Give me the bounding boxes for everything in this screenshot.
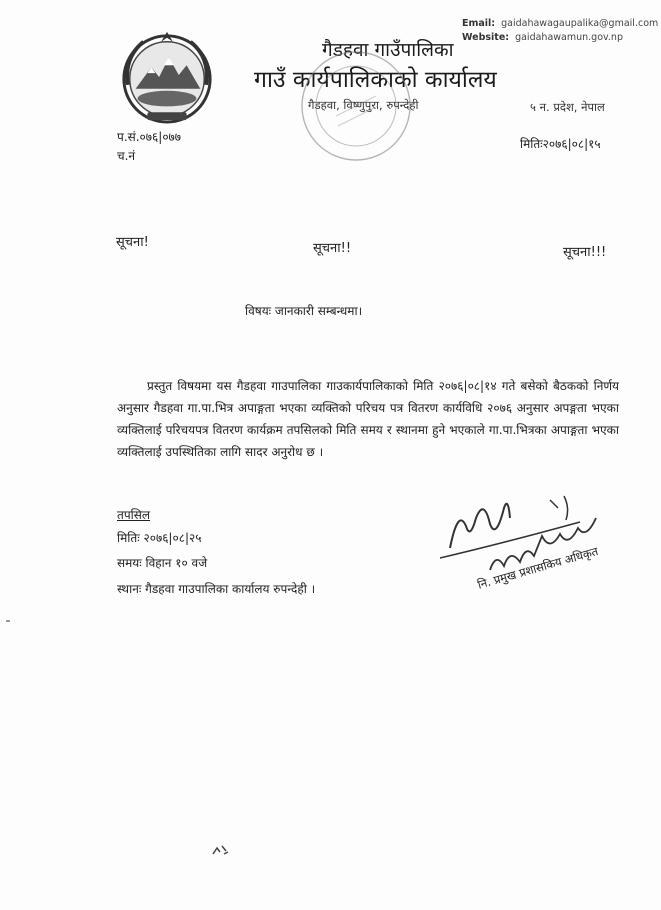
office-address: गैडहवा, विष्णुपुरा, रुपन्देही	[308, 98, 419, 112]
letter-date: मितिः२०७६|०८|१५	[520, 137, 601, 151]
notice-heading-1: सूचना!	[116, 235, 149, 250]
municipality-name: गैडहवा गाउँपालिका	[322, 39, 454, 61]
notice-body: प्रस्तुत विषयमा यस गैडहवा गाउपालिका गाउकार्यपालिकाको मिति २०७६|०८|१४ गते बसेको बैठकको निर्णय अनुसार गैडहवा गा.पा.भित्र अपाङ्गता भएका व्यक्तिको परिचय पत्र वितरण कार्यविधि २०७६ अनुसार अपङ्गता भएका व्यक्तिलाई परिचयपत्र वितरण कार्यक्रम तपसिलको मिति समय र स्थानमा हुने भएकाले गा.पा.भित्रका अपाङ्गता भएका व्यक्तिलाई उपस्थितिका लागि सादर अनुरोध छ ।	[117, 379, 619, 459]
nepal-emblem-icon	[118, 28, 216, 126]
reference-number: प.सं.०७६|०७७	[117, 130, 182, 144]
email-address[interactable]: gaidahawagaupalika@gmail.com	[501, 18, 659, 29]
website-url[interactable]: gaidahawamun.gov.np	[515, 32, 623, 43]
province-label: ५ न. प्रदेश, नेपाल	[530, 100, 605, 114]
event-date: मितिः २०७६|०८|२५	[117, 531, 202, 545]
subject-line: विषयः जानकारी सम्बन्धमा।	[245, 304, 363, 318]
scan-edge-mark	[6, 620, 10, 622]
event-time: समयः विहान १० वजे	[117, 556, 208, 570]
dispatch-number: च.नं	[117, 149, 136, 163]
email-line	[462, 18, 658, 29]
notice-heading-3: सूचना!!!	[563, 245, 607, 260]
office-stamp-icon	[296, 46, 416, 166]
website-label: Website:	[462, 32, 510, 43]
office-name: गाउँ कार्यपालिकाको कार्यालय	[254, 67, 497, 93]
email-label: Email:	[462, 18, 496, 29]
event-place: स्थानः गैडहवा गाउपालिका कार्यालय रुपन्देही ।	[117, 582, 316, 596]
website-line	[462, 32, 623, 43]
details-heading: तपसिल	[117, 508, 151, 522]
notice-heading-2: सूचना!!	[313, 241, 352, 256]
signatory-title: नि. प्रमुख प्रशासकिय अधिकृत	[475, 543, 600, 592]
scan-speck-icon	[210, 842, 232, 858]
